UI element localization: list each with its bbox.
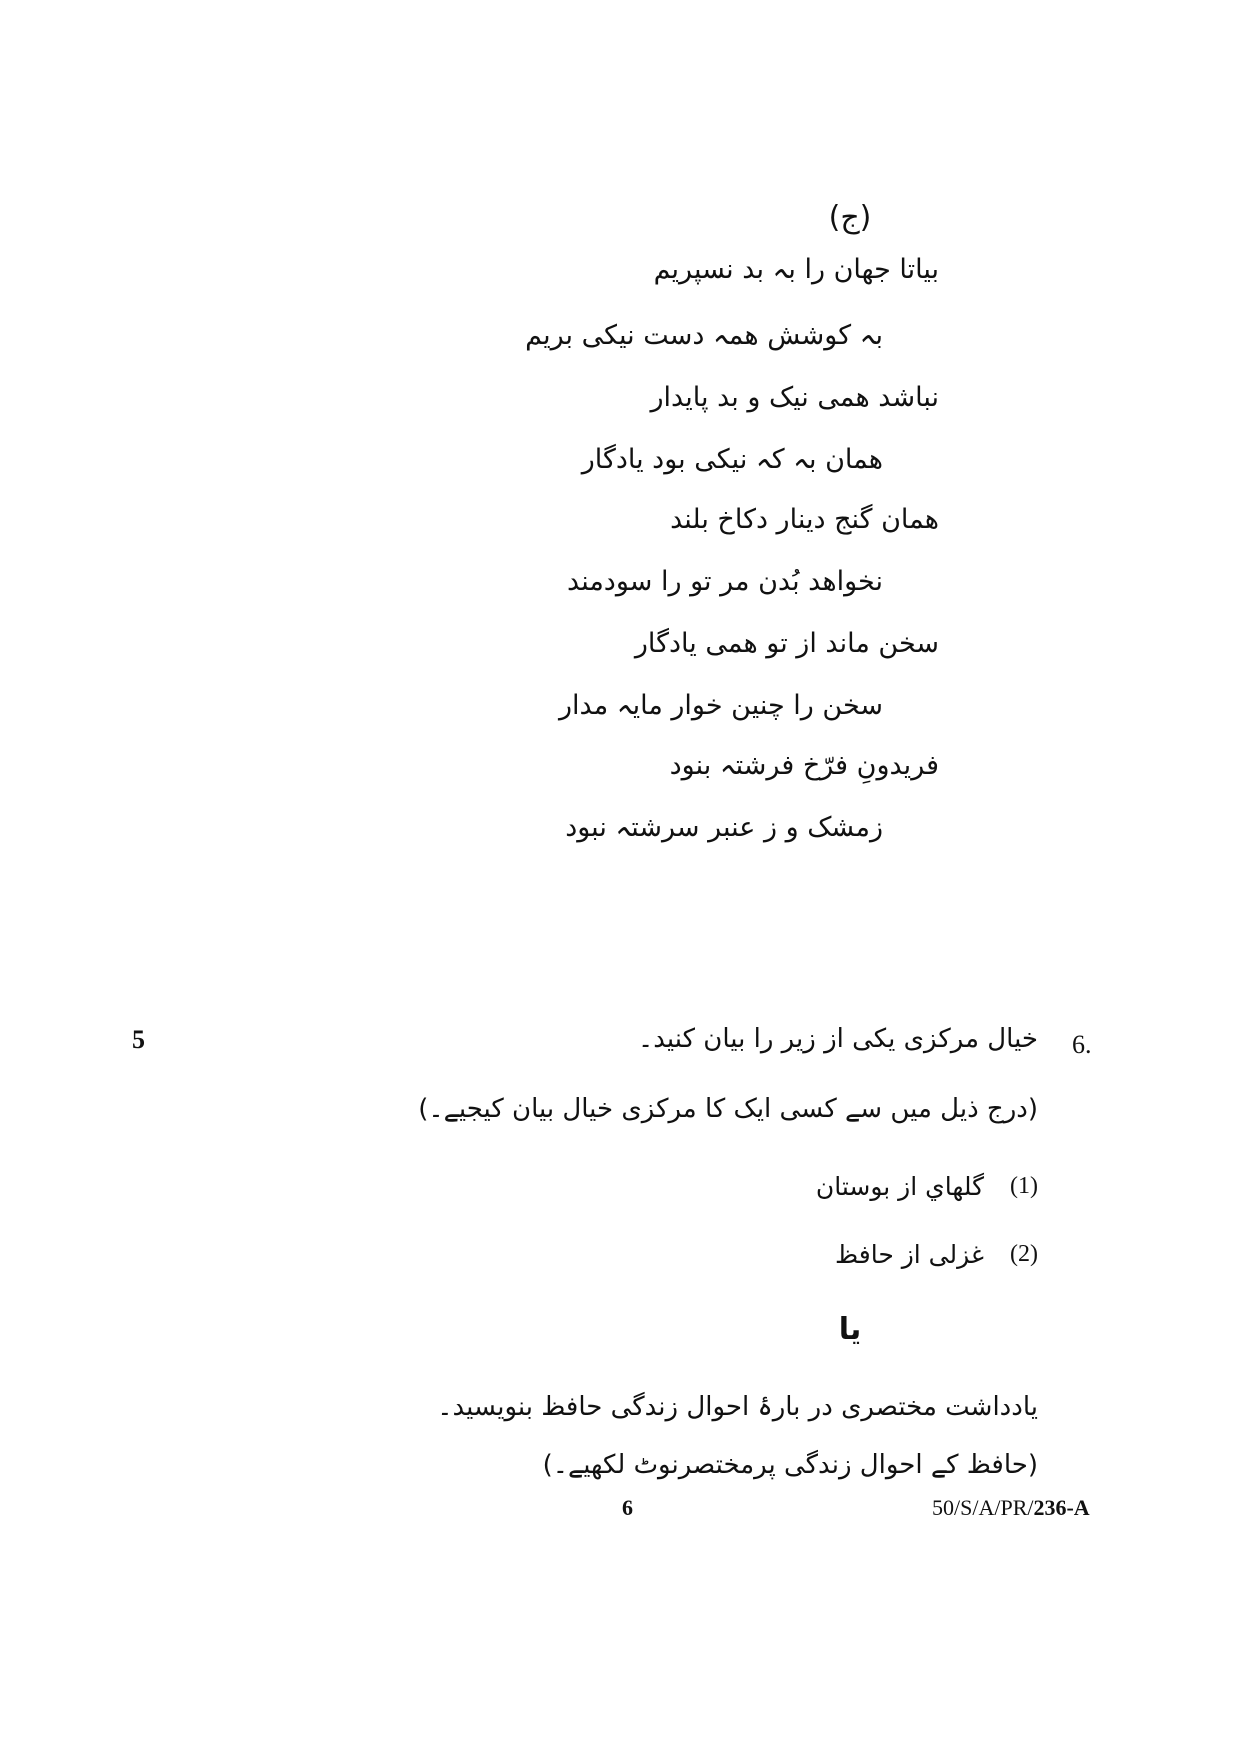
poem-line-8: سخن را چنین خوار مایہ مدار <box>559 690 883 721</box>
alt-question-urdu: (حافظ کے احوال زندگی پرمختصرنوٹ لکھیے۔) <box>542 1450 1038 1480</box>
paper-code <box>932 1495 1090 1521</box>
poem-line-1: بیاتا جھان را بہ بد نسپریم <box>653 254 939 285</box>
poem-line-4: ھمان بہ کہ نیکی بود یادگار <box>581 444 883 475</box>
question-marks: 5 <box>132 1025 145 1054</box>
question-text-persian: خیال مرکزی یکی از زیر را بیان کنید۔ <box>638 1024 1038 1054</box>
page-number: 6 <box>622 1495 633 1520</box>
or-separator: یا <box>838 1312 862 1347</box>
option-text: غزلی از حافظ <box>835 1240 985 1269</box>
poem-line-5: ھمان گنج دینار دکاخ بلند <box>670 504 939 535</box>
poem-line-2: بہ کوشش ھمہ دست نیکی بریم <box>525 320 883 351</box>
section-label: (ج) <box>828 200 872 235</box>
poem-line-6: نخواھد بُدن مر تو را سودمند <box>567 566 883 597</box>
paper-code-suffix: 236-A <box>1033 1495 1090 1520</box>
question-text-urdu: (درج ذیل میں سے کسی ایک کا مرکزی خیال بیان کیجیے۔) <box>418 1094 1038 1124</box>
option-row-1 <box>816 1172 1038 1201</box>
poem-line-3: نباشد ھمی نیک و بد پایدار <box>650 382 939 413</box>
poem-line-9: فریدونِ فرّخ فرشتہ بنود <box>669 750 939 781</box>
option-row-2 <box>835 1240 1038 1269</box>
poem-line-10: زمشک و ز عنبر سرشتہ نبود <box>565 812 883 843</box>
option-number: (1) <box>1010 1173 1038 1199</box>
paper-code-prefix: 50/S/A/PR/ <box>932 1495 1034 1520</box>
poem-line-7: سخن ماند از تو ھمی یادگار <box>634 628 939 659</box>
option-text: گلھاي از بوستان <box>815 1172 985 1201</box>
question-number: 6. <box>1072 1030 1092 1059</box>
alt-question-persian: یادداشت مختصری در بارۂ احوال زندگی حافظ بنویسید۔ <box>437 1392 1038 1422</box>
option-number: (2) <box>1010 1241 1038 1267</box>
